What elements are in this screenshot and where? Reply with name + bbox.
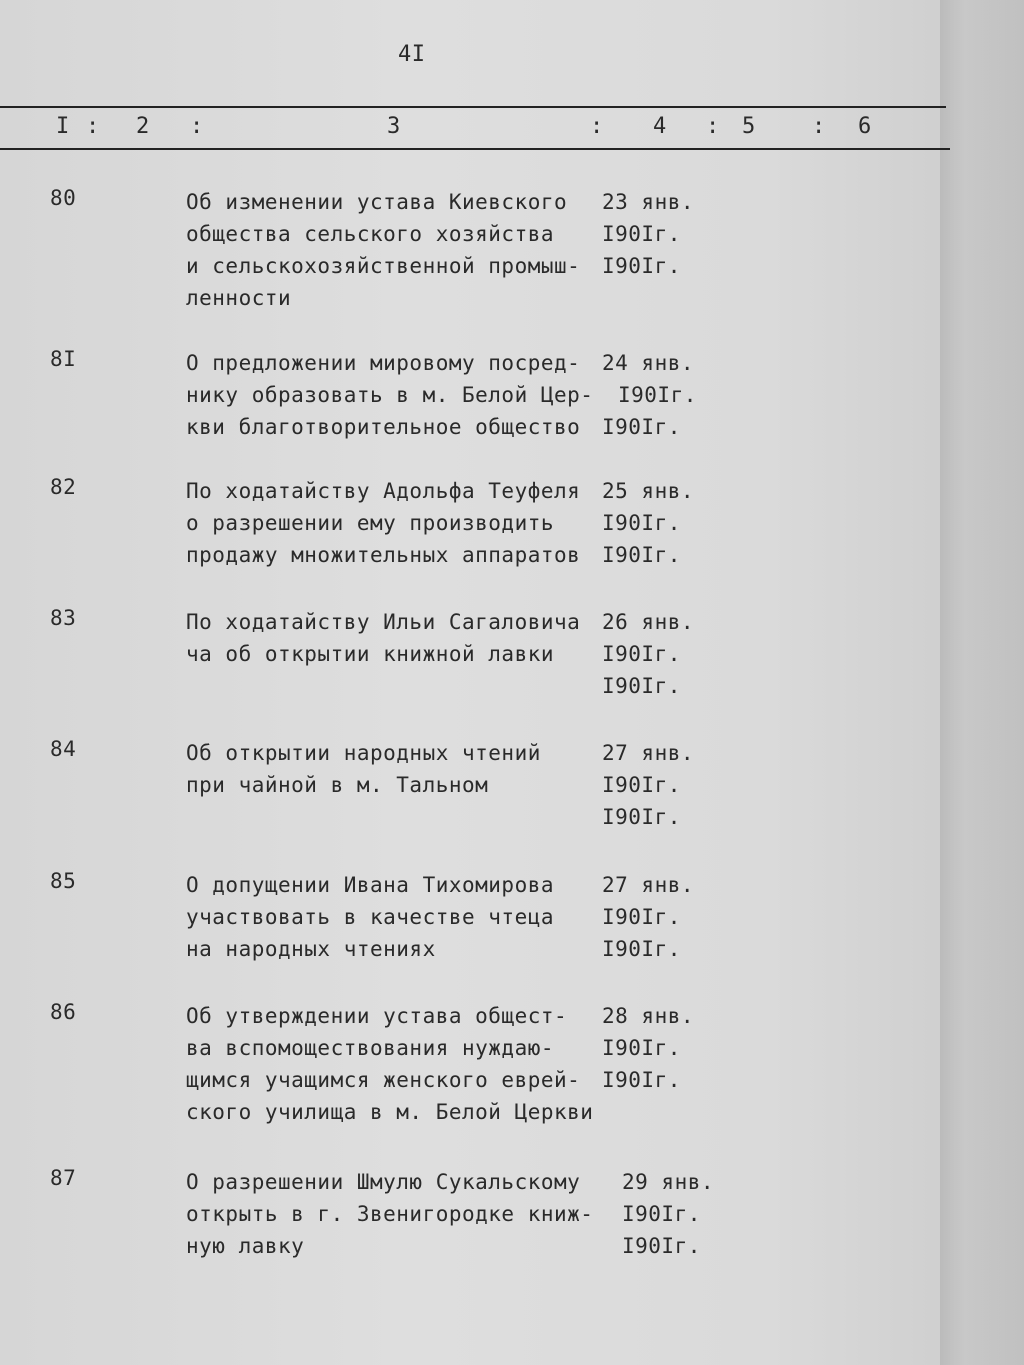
column-header-1: I	[56, 114, 70, 139]
year-start: I90Iг.	[602, 511, 681, 535]
column-header-5: 5	[742, 114, 756, 139]
entry-description	[186, 869, 554, 965]
entry-dates	[602, 347, 697, 443]
entry-number: 87	[50, 1166, 77, 1190]
entry-description	[186, 475, 580, 571]
description-line: ленности	[186, 286, 292, 310]
entry-number: 84	[50, 737, 77, 761]
entry-dates	[602, 1000, 694, 1096]
year-start: I90Iг.	[602, 1036, 681, 1060]
column-separator: :	[706, 114, 720, 139]
year-end: I90Iг.	[602, 254, 681, 278]
column-header-2: 2	[136, 114, 150, 139]
header-rule-bottom	[0, 148, 950, 150]
entry-description	[186, 1000, 593, 1128]
description-line: ную лавку	[186, 1234, 305, 1258]
page-number: 4I	[398, 42, 426, 67]
description-line: ского училища в м. Белой Церкви	[186, 1100, 594, 1124]
description-line: О допущении Ивана Тихомирова	[186, 873, 555, 897]
entry-description	[186, 347, 593, 443]
date-start: 26 янв.	[602, 610, 695, 634]
column-separator: :	[190, 114, 204, 139]
description-line: О предложении мировому посред-	[186, 351, 581, 375]
date-start: 27 янв.	[602, 873, 695, 897]
column-separator: :	[86, 114, 100, 139]
date-start: 24 янв.	[602, 351, 695, 375]
column-header-4: 4	[653, 114, 667, 139]
year-start: I90Iг.	[602, 222, 681, 246]
description-line: открыть в г. Звенигородке книж-	[186, 1202, 594, 1226]
description-line: общества сельского хозяйства	[186, 222, 555, 246]
column-separator: :	[812, 114, 826, 139]
date-start: 28 янв.	[602, 1004, 695, 1028]
year-start: I90Iг.	[602, 905, 681, 929]
description-line: нику образовать в м. Белой Цер-	[186, 383, 594, 407]
description-line: при чайной в м. Тальном	[186, 773, 489, 797]
entry-description	[186, 606, 580, 670]
description-line: продажу множительных аппаратов	[186, 543, 581, 567]
description-line: щимся учащимся женского еврей-	[186, 1068, 581, 1092]
date-start: 29 янв.	[622, 1170, 715, 1194]
year-end: I90Iг.	[602, 1068, 681, 1092]
description-line: Об утверждении устава общест-	[186, 1004, 568, 1028]
entry-dates	[602, 475, 694, 571]
entry-number: 83	[50, 606, 77, 630]
year-start: I90Iг.	[622, 1202, 701, 1226]
description-line: Об открытии народных чтений	[186, 741, 541, 765]
description-line: о разрешении ему производить	[186, 511, 555, 535]
column-header-3: 3	[387, 114, 401, 139]
description-line: кви благотворительное общество	[186, 415, 581, 439]
entry-description	[186, 737, 541, 801]
year-start: I90Iг.	[618, 383, 697, 407]
description-line: По ходатайству Адольфа Теуфеля	[186, 479, 581, 503]
column-header-6: 6	[858, 114, 872, 139]
entry-description	[186, 1166, 593, 1262]
year-end: I90Iг.	[602, 805, 681, 829]
date-start: 23 янв.	[602, 190, 695, 214]
entry-number: 85	[50, 869, 77, 893]
description-line: на народных чтениях	[186, 937, 436, 961]
entry-number: 86	[50, 1000, 77, 1024]
date-start: 27 янв.	[602, 741, 695, 765]
year-end: I90Iг.	[602, 674, 681, 698]
entry-number: 82	[50, 475, 77, 499]
description-line: По ходатайству Ильи Сагаловича	[186, 610, 581, 634]
description-line: участвовать в качестве чтеца	[186, 905, 555, 929]
description-line: и сельскохозяйственной промыш-	[186, 254, 581, 278]
header-rule-top	[0, 106, 946, 108]
year-end: I90Iг.	[602, 937, 681, 961]
entry-dates	[602, 737, 694, 833]
description-line: ва вспомоществования нуждаю-	[186, 1036, 555, 1060]
description-line: О разрешении Шмулю Сукальскому	[186, 1170, 581, 1194]
description-line: ча об открытии книжной лавки	[186, 642, 555, 666]
page-edge-shadow	[940, 0, 1024, 1365]
entry-dates	[602, 186, 694, 282]
entry-description	[186, 186, 580, 314]
entry-dates	[602, 606, 694, 702]
description-line: Об изменении устава Киевского	[186, 190, 568, 214]
date-start: 25 янв.	[602, 479, 695, 503]
year-end: I90Iг.	[602, 415, 681, 439]
entry-dates	[602, 869, 694, 965]
year-end: I90Iг.	[622, 1234, 701, 1258]
entry-dates	[622, 1166, 714, 1262]
year-end: I90Iг.	[602, 543, 681, 567]
entry-number: 80	[50, 186, 77, 210]
year-start: I90Iг.	[602, 773, 681, 797]
entry-number: 8I	[50, 347, 77, 371]
year-start: I90Iг.	[602, 642, 681, 666]
column-separator: :	[590, 114, 604, 139]
